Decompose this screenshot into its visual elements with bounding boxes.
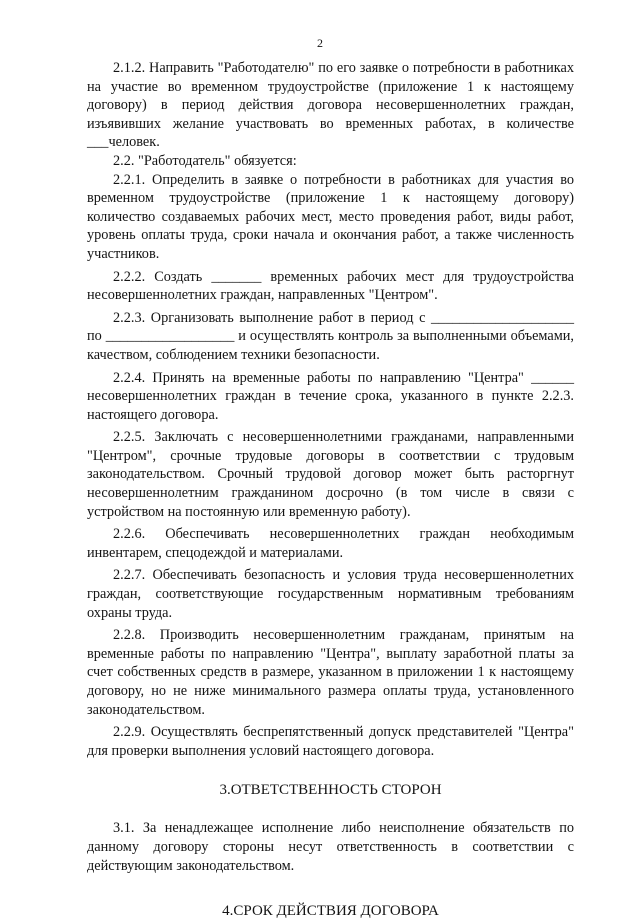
clause-2-2: 2.2. "Работодатель" обязуется:	[113, 152, 297, 169]
clause-2-2-6: 2.2.6. Обеспечивать несовершеннолетних граждан необходимым инвентарем, спецодеждой и материалами.	[87, 526, 574, 561]
clause-2-2-2: 2.2.2. Создать _______ временных рабочих мест для трудоустройства несовершеннолетних граждан, направленных "Центром".	[87, 268, 574, 304]
clause-3-1: 3.1. За ненадлежащее исполнение либо неисполнение обязательств по данному договору стороны несут ответственность в соответствии с действующим законодательством.	[87, 820, 574, 874]
clause-2-2-9: 2.2.9. Осуществлять беспрепятственный допуск представителей "Центра" для проверки выполнения условий настоящего договора.	[87, 724, 574, 759]
clause-2-2-5: 2.2.5. Заключать с несовершеннолетними гражданами, направленными "Центром", срочные трудовые договоры в соответствии с трудовым законодательством. Срочный трудовой договор может быть расторгнут несовершеннолетним гражданином досрочно (в том числе в связи с устройством на постоянную или временную работу).	[87, 429, 574, 520]
clause-2-2-4: 2.2.4. Принять на временные работы по направлению "Центра" ______ несовершеннолетних граждан в течение срока, указанного в пункте 2.2.3. настоящего договора.	[87, 369, 574, 423]
page-number: 2	[317, 36, 323, 50]
document-body	[87, 59, 574, 920]
clause-2-2-3: 2.2.3. Организовать выполнение работ в период с ____________________ по __________________ и осуществлять контроль за выполненными объемами, качеством, соблюдением техники безопасности.	[87, 309, 574, 363]
section-3-heading: 3.ОТВЕТСТВЕННОСТЬ СТОРОН	[219, 782, 442, 799]
clause-2-2-1: 2.2.1. Определить в заявке о потребности в работниках для участия во временном трудоустройстве (приложение 1 к настоящему договору) количество создаваемых рабочих мест, место проведения работ, виды работ, уровень оплаты труда, сроки начала и окончания работ, а также численность участников.	[87, 171, 574, 262]
section-4-heading: 4.СРОК ДЕЙСТВИЯ ДОГОВОРА	[222, 903, 439, 920]
clause-2-1-2: 2.1.2. Направить "Работодателю" по его заявке о потребности в работниках на участие во временном трудоустройстве (приложение 1 к настоящему договору) в период действия договора несовершеннолетних граждан, изъявивших желание участвовать во временных работах, в количестве ___человек.	[87, 60, 574, 151]
clause-2-2-8: 2.2.8. Производить несовершеннолетним гражданам, принятым на временные работы по направлению "Центра", выплату заработной платы за счет собственных средств в размере, указанном в приложении 1 к настоящему договору, но не ниже минимального размера оплаты труда, установленного законодательством.	[87, 627, 574, 718]
clause-2-2-7: 2.2.7. Обеспечивать безопасность и условия труда несовершеннолетних граждан, соответствующие государственным нормативным требованиям охраны труда.	[87, 567, 574, 621]
